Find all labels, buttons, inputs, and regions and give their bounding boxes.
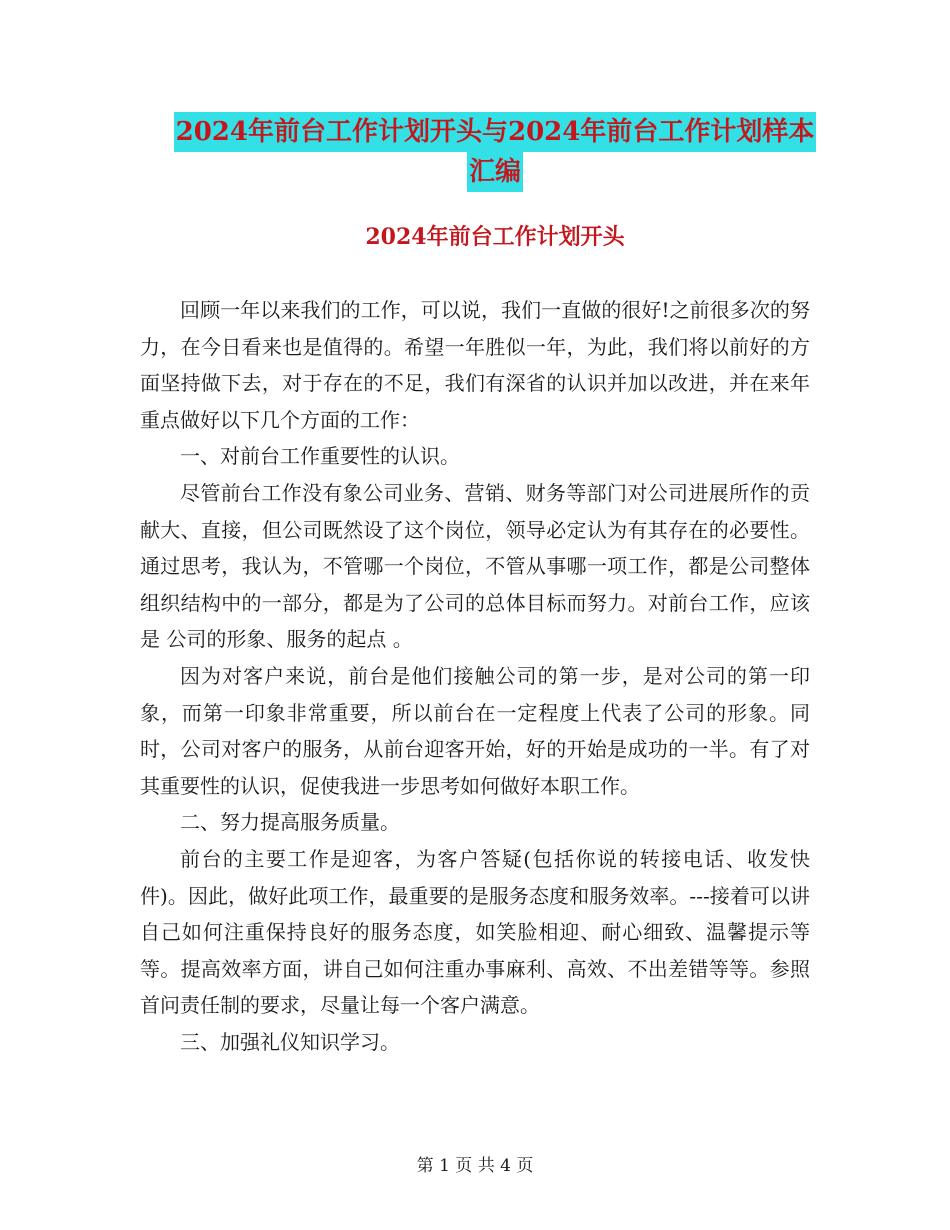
section-title: 2024年前台工作计划开头 xyxy=(365,224,625,250)
paragraph-3: 前台的主要工作是迎客，为客户答疑(包括你说的转接电话、收发快件)。因此，做好此项工作，最重要的是服务态度和服务效率。---接着可以讲自己如何注重保持良好的服务态度，如笑脸相迎、耐心细致、温馨提示等等。提高效率方面，讲自己如何注重办事麻利、高效、不出差错等等。参照首问责任制的要求，尽量让每一个客户满意。 xyxy=(140,846,810,1018)
page-footer: 第 1 页 共 4 页 xyxy=(416,1156,534,1176)
title-line-2: 汇编 xyxy=(467,152,523,192)
paragraph-intro: 回顾一年以来我们的工作，可以说，我们一直做的很好!之前很多次的努力，在今日看来也是值得的。希望一年胜似一年，为此，我们将以前好的方面坚持做下去，对于存在的不足，我们有深省的认识并加以改进，并在来年重点做好以下几个方面的工作： xyxy=(140,298,810,432)
heading-3: 三、加强礼仪知识学习。 xyxy=(180,1029,400,1054)
heading-1: 一、对前台工作重要性的认识。 xyxy=(180,444,460,469)
document-body xyxy=(140,292,810,1060)
heading-2: 二、努力提高服务质量。 xyxy=(180,810,400,835)
paragraph-1: 尽管前台工作没有象公司业务、营销、财务等部门对公司进展所作的贡献大、直接，但公司既然设了这个岗位，领导必定认为有其存在的必要性。通过思考，我认为，不管哪一个岗位，不管从事哪一项工作，都是公司整体组织结构中的一部分，都是为了公司的总体目标而努力。对前台工作，应该是 公司的形象、服务的起点 。 xyxy=(140,480,810,652)
document-title xyxy=(140,112,850,192)
title-line-1: 2024年前台工作计划开头与2024年前台工作计划样本 xyxy=(174,112,817,152)
paragraph-2: 因为对客户来说，前台是他们接触公司的第一步，是对公司的第一印象，而第一印象非常重要，所以前台在一定程度上代表了公司的形象。同时，公司对客户的服务，从前台迎客开始，好的开始是成功的一半。有了对其重要性的认识，促使我进一步思考如何做好本职工作。 xyxy=(140,663,810,798)
